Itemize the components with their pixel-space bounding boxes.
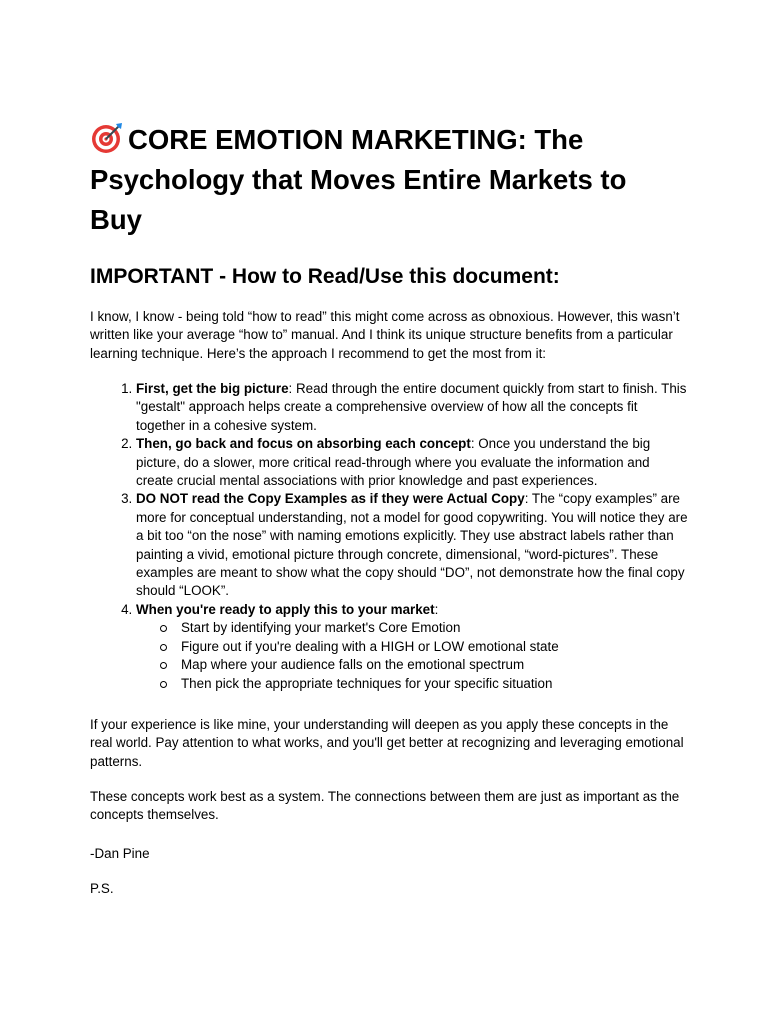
steps-list: [90, 380, 690, 693]
step-bold-label: When you're ready to apply this to your market: [136, 601, 435, 617]
document-title: [90, 120, 680, 240]
step-bold-label: DO NOT read the Copy Examples as if they were Actual Copy: [136, 491, 525, 507]
target-icon: [90, 121, 124, 155]
list-item: [136, 435, 690, 490]
experience-paragraph: If your experience is like mine, your understanding will deepen as you apply these concepts in the real world. Pay attention to what works, and you'll get better at recognizing and leveraging emotional patterns.: [90, 717, 684, 769]
list-item: [136, 380, 690, 435]
step-text: :: [434, 601, 439, 617]
sub-list-item: Then pick the appropriate techniques for your specific situation: [181, 675, 690, 693]
sub-list-item: Start by identifying your market's Core Emotion: [181, 619, 690, 637]
sub-list: [136, 619, 690, 693]
step-text: : Once you understand the big picture, do a slower, more critical read-through where you evaluate the information and create crucial mental associations with prior knowledge and past experiences.: [136, 436, 651, 489]
system-paragraph: These concepts work best as a system. The connections between them are just as important as the concepts themselves.: [90, 789, 680, 823]
sub-list-item: Figure out if you're dealing with a HIGH or LOW emotional state: [181, 638, 690, 656]
intro-paragraph: I know, I know - being told “how to read” this might come across as obnoxious. However, this wasn’t written like your average “how to” manual. And I think its unique structure benefits from a particular learning technique. Here’s the approach I recommend to get the most from it:: [90, 309, 680, 361]
signature: -Dan Pine: [90, 846, 150, 861]
step-bold-label: Then, go back and focus on absorbing each concept: [136, 436, 471, 452]
step-text: : Read through the entire document quickly from start to finish. This "gestalt" approach helps create a comprehensive overview of how all the concepts fit together in a cohesive system.: [136, 381, 687, 433]
list-item: [136, 490, 690, 600]
list-item: [136, 601, 690, 693]
sub-list-item: Map where your audience falls on the emotional spectrum: [181, 656, 690, 674]
section-heading: IMPORTANT - How to Read/Use this document:: [90, 265, 560, 288]
document-title-text: CORE EMOTION MARKETING: The Psychology that Moves Entire Markets to Buy: [90, 124, 627, 235]
step-text: : The “copy examples” are more for conceptual understanding, not a model for good copywriting. You will notice they are a bit too “on the nose” with naming emotions explicitly. They use abstract labels rather than painting a vivid, emotional picture through concrete, dimensional, “word-pictures”. These examples are meant to show what the copy should “DO”, not demonstrate how the final copy should “LOOK”.: [136, 491, 688, 599]
step-bold-label: First, get the big picture: [136, 381, 289, 396]
postscript-label: P.S.: [90, 881, 114, 896]
